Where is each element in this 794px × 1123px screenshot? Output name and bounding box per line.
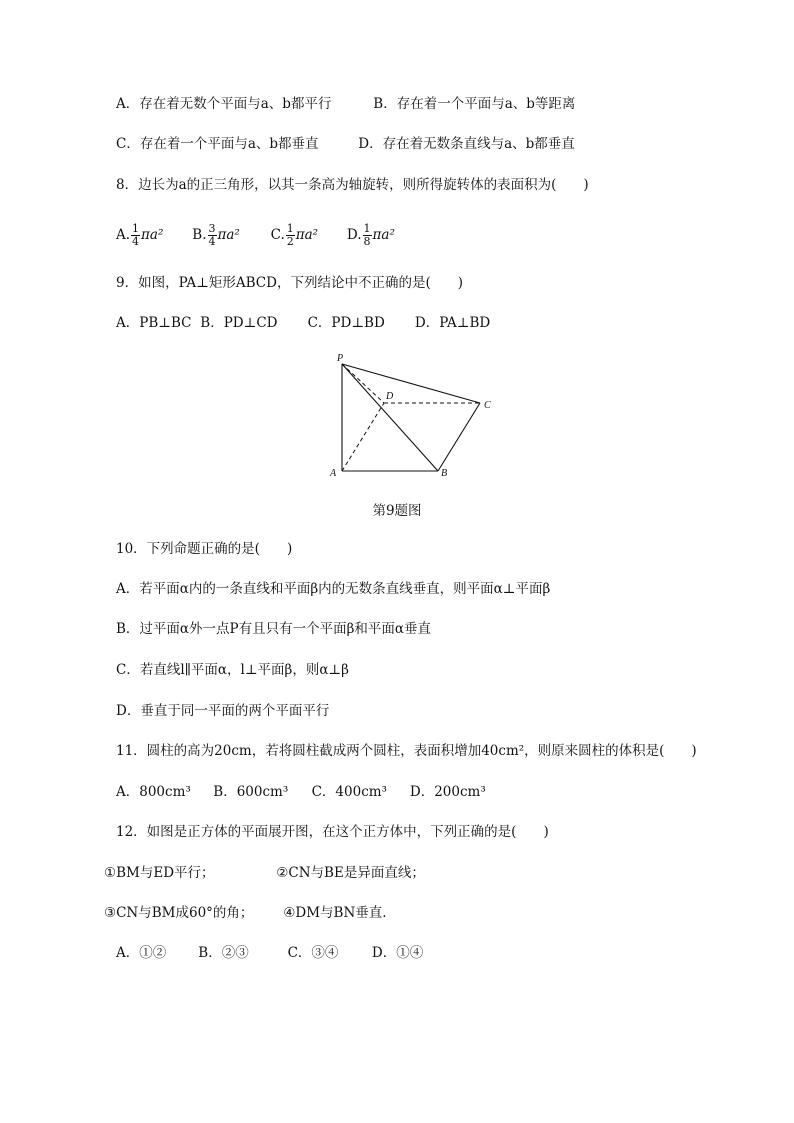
q9-option-a: A．PB⊥BC <box>116 315 192 331</box>
q8-option-d-fraction: $\frac{1}{8}$ <box>363 222 371 248</box>
q11-options <box>116 783 486 801</box>
q8-option-a <box>116 222 188 248</box>
q7-option-c: C．存在着一个平面与a、b都垂直 <box>116 136 319 152</box>
edge-ad <box>342 403 384 471</box>
vertex-label-c: C <box>484 400 491 411</box>
q12-stem: 12．如图是正方体的平面展开图，在这个正方体中，下列正确的是( ) <box>116 824 549 840</box>
q8-option-d-tail: πa² <box>372 227 395 243</box>
q11-option-d: D．200cm³ <box>409 784 486 800</box>
q7-option-a: A．存在着无数个平面与a、b都平行 <box>116 96 332 112</box>
q8-option-d-label: D. <box>346 227 362 243</box>
vertex-label-b: B <box>441 468 448 479</box>
q12-option-b: B．②③ <box>198 945 249 961</box>
q9-options <box>116 314 490 332</box>
q12-statements-row-1 <box>104 864 425 882</box>
q8-option-c-tail: πa² <box>295 227 319 243</box>
q9-option-b: B．PD⊥CD <box>200 315 278 331</box>
q8-option-b <box>192 222 266 248</box>
q12-options <box>116 944 423 962</box>
q11-option-a: A．800cm³ <box>116 784 191 800</box>
q11-stem: 11．圆柱的高为20cm，若将圆柱截成两个圆柱，表面积增加40cm²，则原来圆柱的体积是( ) <box>116 743 697 759</box>
q8-option-c <box>271 222 343 248</box>
q8-option-a-fraction: $\frac{1}{4}$ <box>132 222 140 248</box>
vertex-label-a: A <box>330 468 337 479</box>
q12-statement-3: ③CN与BM成60°的角； <box>104 905 254 921</box>
q12-statement-1: ①BM与ED平行； <box>104 865 215 881</box>
q10-option-c: C．若直线l∥平面α，l⊥平面β，则α⊥β <box>116 662 349 678</box>
q10-option-b: B．过平面α外一点P有且只有一个平面β和平面α垂直 <box>116 621 432 637</box>
q7-option-b: B．存在着一个平面与a、b等距离 <box>373 96 576 112</box>
edge-bc <box>438 403 480 471</box>
q10-option-d: D．垂直于同一平面的两个平面平行 <box>116 703 330 719</box>
q8-stem: 8．边长为a的正三角形，以其一条高为轴旋转，则所得旋转体的表面积为( ) <box>116 177 589 193</box>
q7-options-row-1 <box>116 95 575 113</box>
q9-geometry-figure <box>320 348 510 484</box>
q12-statement-4: ④DM与BN垂直. <box>283 905 387 921</box>
q10-option-a: A．若平面α内的一条直线和平面β内的无数条直线垂直，则平面α⊥平面β <box>116 581 551 597</box>
q12-statement-2: ②CN与BE是异面直线； <box>276 865 425 881</box>
q12-option-a: A．①② <box>116 945 167 961</box>
q12-statements-row-2 <box>104 904 387 922</box>
q12-option-d: D．①④ <box>371 945 424 961</box>
q8-option-b-fraction: $\frac{3}{4}$ <box>208 222 216 248</box>
edge-pb <box>342 364 438 471</box>
q8-option-c-fraction: $\frac{1}{2}$ <box>286 222 294 248</box>
q7-options-row-2 <box>116 135 575 153</box>
q9-stem: 9．如图，PA⊥矩形ABCD，下列结论中不正确的是( ) <box>116 275 463 291</box>
q9-option-d: D．PA⊥BD <box>414 315 491 331</box>
q10-stem: 10．下列命题正确的是( ) <box>116 541 293 557</box>
q8-options <box>116 222 395 248</box>
q8-option-d <box>347 222 395 248</box>
q11-option-b: B．600cm³ <box>213 784 289 800</box>
q9-option-c: C．PD⊥BD <box>307 315 385 331</box>
q11-option-c: C．400cm³ <box>311 784 387 800</box>
q8-option-c-label: C. <box>270 227 285 243</box>
q9-figure-caption: 第9题图 <box>372 503 422 519</box>
q8-option-a-label: A. <box>116 227 131 243</box>
vertex-label-p: P <box>337 353 344 364</box>
q8-option-a-tail: πa² <box>141 227 164 243</box>
q8-option-b-label: B. <box>192 227 207 243</box>
vertex-label-d: D <box>386 391 394 402</box>
q8-option-b-tail: πa² <box>217 227 240 243</box>
q7-option-d: D．存在着无数条直线与a、b都垂直 <box>358 136 575 152</box>
q12-option-c: C．③④ <box>287 945 339 961</box>
